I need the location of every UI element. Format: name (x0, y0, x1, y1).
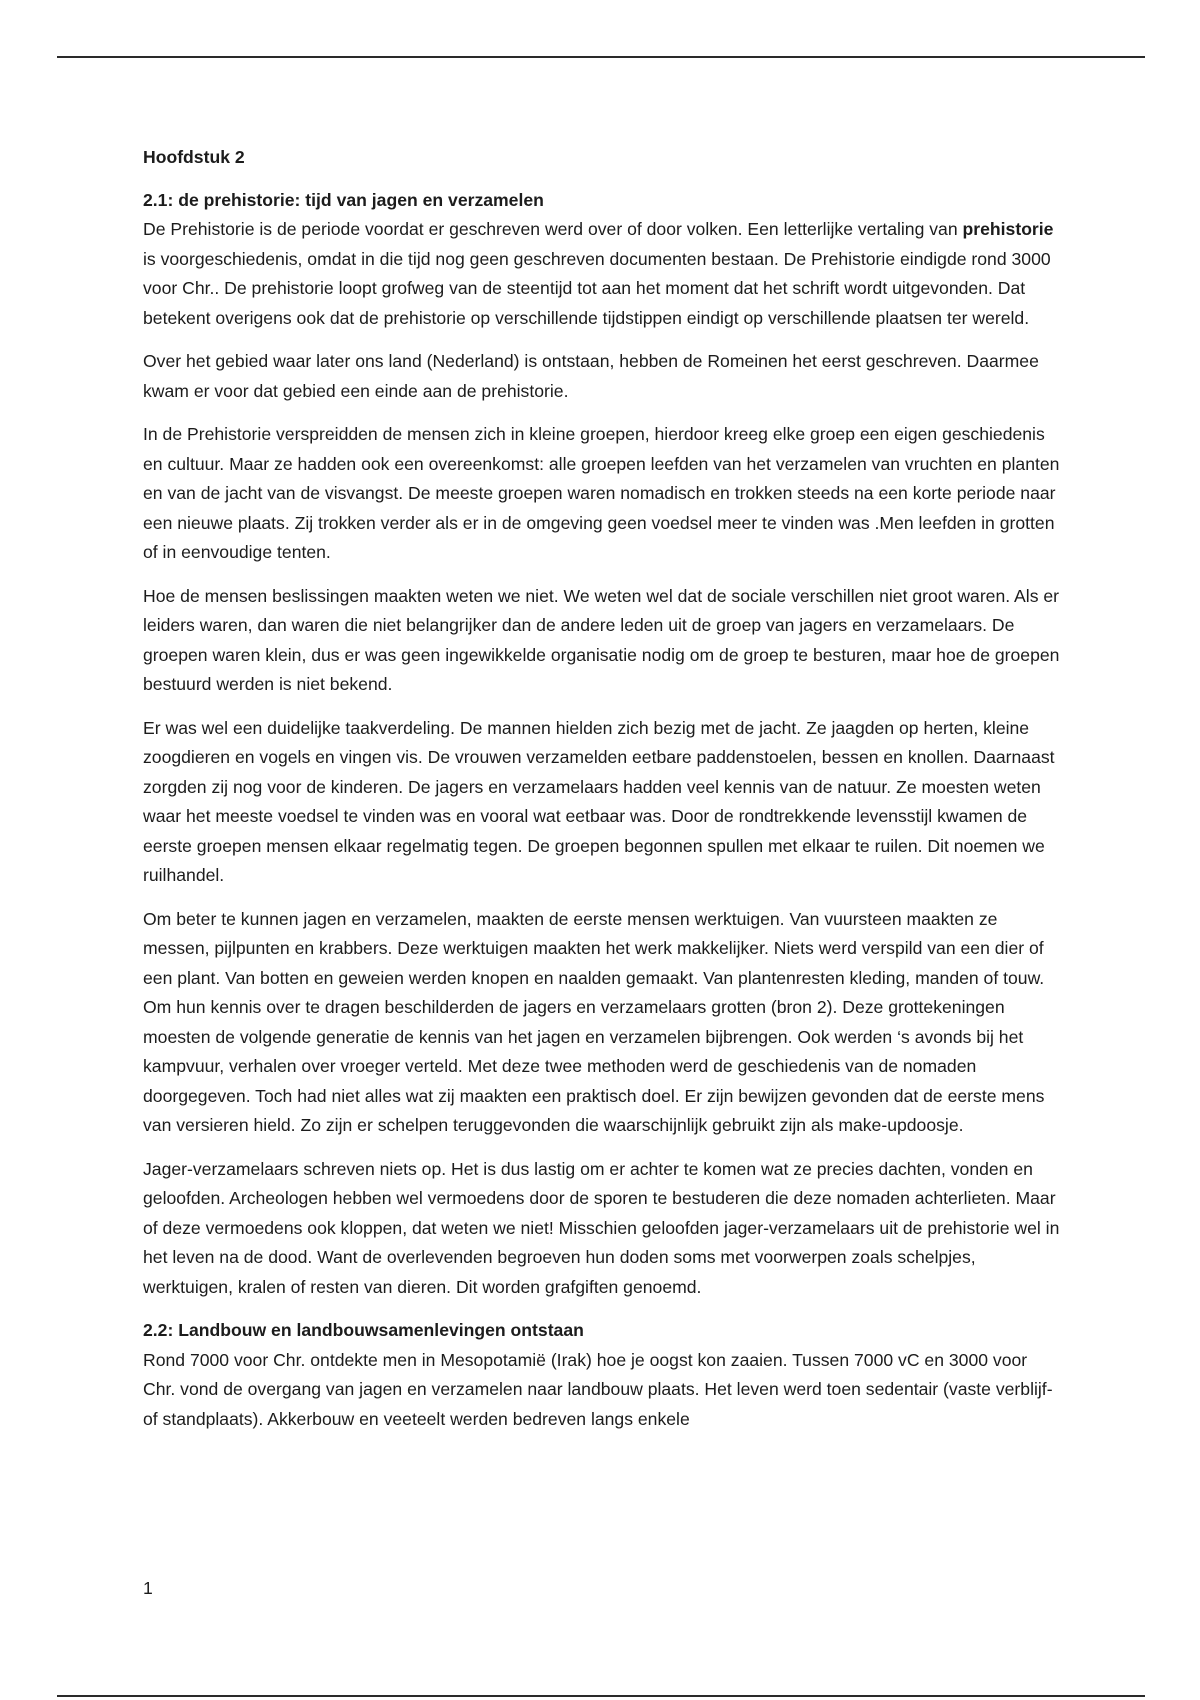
paragraph-beslissingen: Hoe de mensen beslissingen maakten weten we niet. We weten wel dat de sociale verschillen niet groot waren. Als er leiders waren, dan waren die niet belangrijker dan de andere leden uit de groep van jagers en verzamelaars. De groepen waren klein, dus er was geen ingewikkelde organisatie nodig om de groep te besturen, maar hoe de groepen bestuurd werden is niet bekend. (143, 585, 1060, 694)
paragraph-geloof: Jager-verzamelaars schreven niets op. Het is dus lastig om er achter te komen wat ze precies dachten, vonden en geloofden. Archeologen hebben wel vermoedens door de sporen te bestuderen die deze nomaden achterlieten. Maar of deze vermoedens ook kloppen, dat weten we niet! Misschien geloofden jager-verzamelaars uit de prehistorie wel in het leven na de dood. Want de overlevenden begroeven hun doden soms met voorwerpen zoals schelpjes, werktuigen, kralen of resten van dieren. Dit worden grafgiften genoemd. (143, 1158, 1060, 1297)
paragraph-text: is voorgeschiedenis, omdat in die tijd nog geen geschreven documenten bestaan. De Prehistorie eindigde rond 3000 voor Chr.. De prehistorie loopt grofweg van de steentijd tot aan het moment dat het schrift wordt uitgevonden. Dat betekent overigens ook dat de prehistorie op verschillende tijdstippen eindigt op verschillende plaatsen ter wereld. (143, 248, 1051, 328)
chapter-title: Hoofdstuk 2 (143, 147, 245, 167)
paragraph-text: De Prehistorie is de periode voordat er geschreven werd over of door volken. Een letterlijke vertaling van (143, 219, 963, 239)
paragraph-werktuigen: Om beter te kunnen jagen en verzamelen, maakten de eerste mensen werktuigen. Van vuursteen maakten ze messen, pijlpunten en krabbers. Deze werktuigen maakten het werk makkelijker. Niets werd verspild van een dier of een plant. Van botten en geweien werden knopen en naalden gemaakt. Van plantenresten kleding, manden of touw. Om hun kennis over te dragen beschilderden de jagers en verzamelaars grotten (bron 2). Deze grottekeningen moesten de volgende generatie de kennis van het jagen en verzamelen bijbrengen. Ook werden ‘s avonds bij het kampvuur, verhalen over vroeger verteld. Met deze twee methoden werd de geschiedenis van de nomaden doorgegeven. Toch had niet alles wat zij maakten een praktisch doel. Er zijn bewijzen gevonden dat de eerste mens van versieren hield. Zo zijn er schelpen teruggevonden die waarschijnlijk gebruikt zijn als make-updoosje. (143, 908, 1045, 1135)
footer-rule (57, 1695, 1145, 1697)
paragraph-romeinen: Over het gebied waar later ons land (Nederland) is ontstaan, hebben de Romeinen het eerst geschreven. Daarmee kwam er voor dat gebied een einde aan de prehistorie. (143, 351, 1039, 401)
section-title-2-2: 2.2: Landbouw en landbouwsamenlevingen ontstaan (143, 1320, 584, 1340)
document-body (143, 143, 1063, 1434)
paragraph-groepen: In de Prehistorie verspreidden de mensen zich in kleine groepen, hierdoor kreeg elke groep een eigen geschiedenis en cultuur. Maar ze hadden ook een overeenkomst: alle groepen leefden van het verzamelen van vruchten en planten en van de jacht van de visvangst. De meeste groepen waren nomadisch en trokken steeds na een korte periode naar een nieuwe plaats. Zij trokken verder als er in de omgeving geen voedsel meer te vinden was .Men leefden in grotten of in eenvoudige tenten. (143, 424, 1060, 562)
bold-term-prehistorie: prehistorie (962, 219, 1054, 239)
paragraph-prehistorie-definition (143, 215, 1063, 333)
page-number: 1 (143, 1578, 153, 1598)
paragraph-landbouw: Rond 7000 voor Chr. ontdekte men in Mesopotamië (Irak) hoe je oogst kon zaaien. Tussen 7000 vC en 3000 voor Chr. vond de overgang van jagen en verzamelen naar landbouw plaats. Het leven werd toen sedentair (vaste verblijf- of standplaats). Akkerbouw en veeteelt werden bedreven langs enkele (143, 1349, 1053, 1429)
header-rule (57, 56, 1145, 58)
section-title-2-1: 2.1: de prehistorie: tijd van jagen en verzamelen (143, 189, 544, 210)
paragraph-taakverdeling: Er was wel een duidelijke taakverdeling. De mannen hielden zich bezig met de jacht. Ze jaagden op herten, kleine zoogdieren en vogels en vingen vis. De vrouwen verzamelden eetbare paddenstoelen, bessen en knollen. Daarnaast zorgden zij nog voor de kinderen. De jagers en verzamelaars hadden veel kennis van de natuur. Ze moesten weten waar het meeste voedsel te vinden was en vooral wat eetbaar was. Door de rondtrekkende levensstijl kwamen de eerste groepen mensen elkaar regelmatig tegen. De groepen begonnen spullen met elkaar te ruilen. Dit noemen we ruilhandel. (143, 717, 1055, 885)
